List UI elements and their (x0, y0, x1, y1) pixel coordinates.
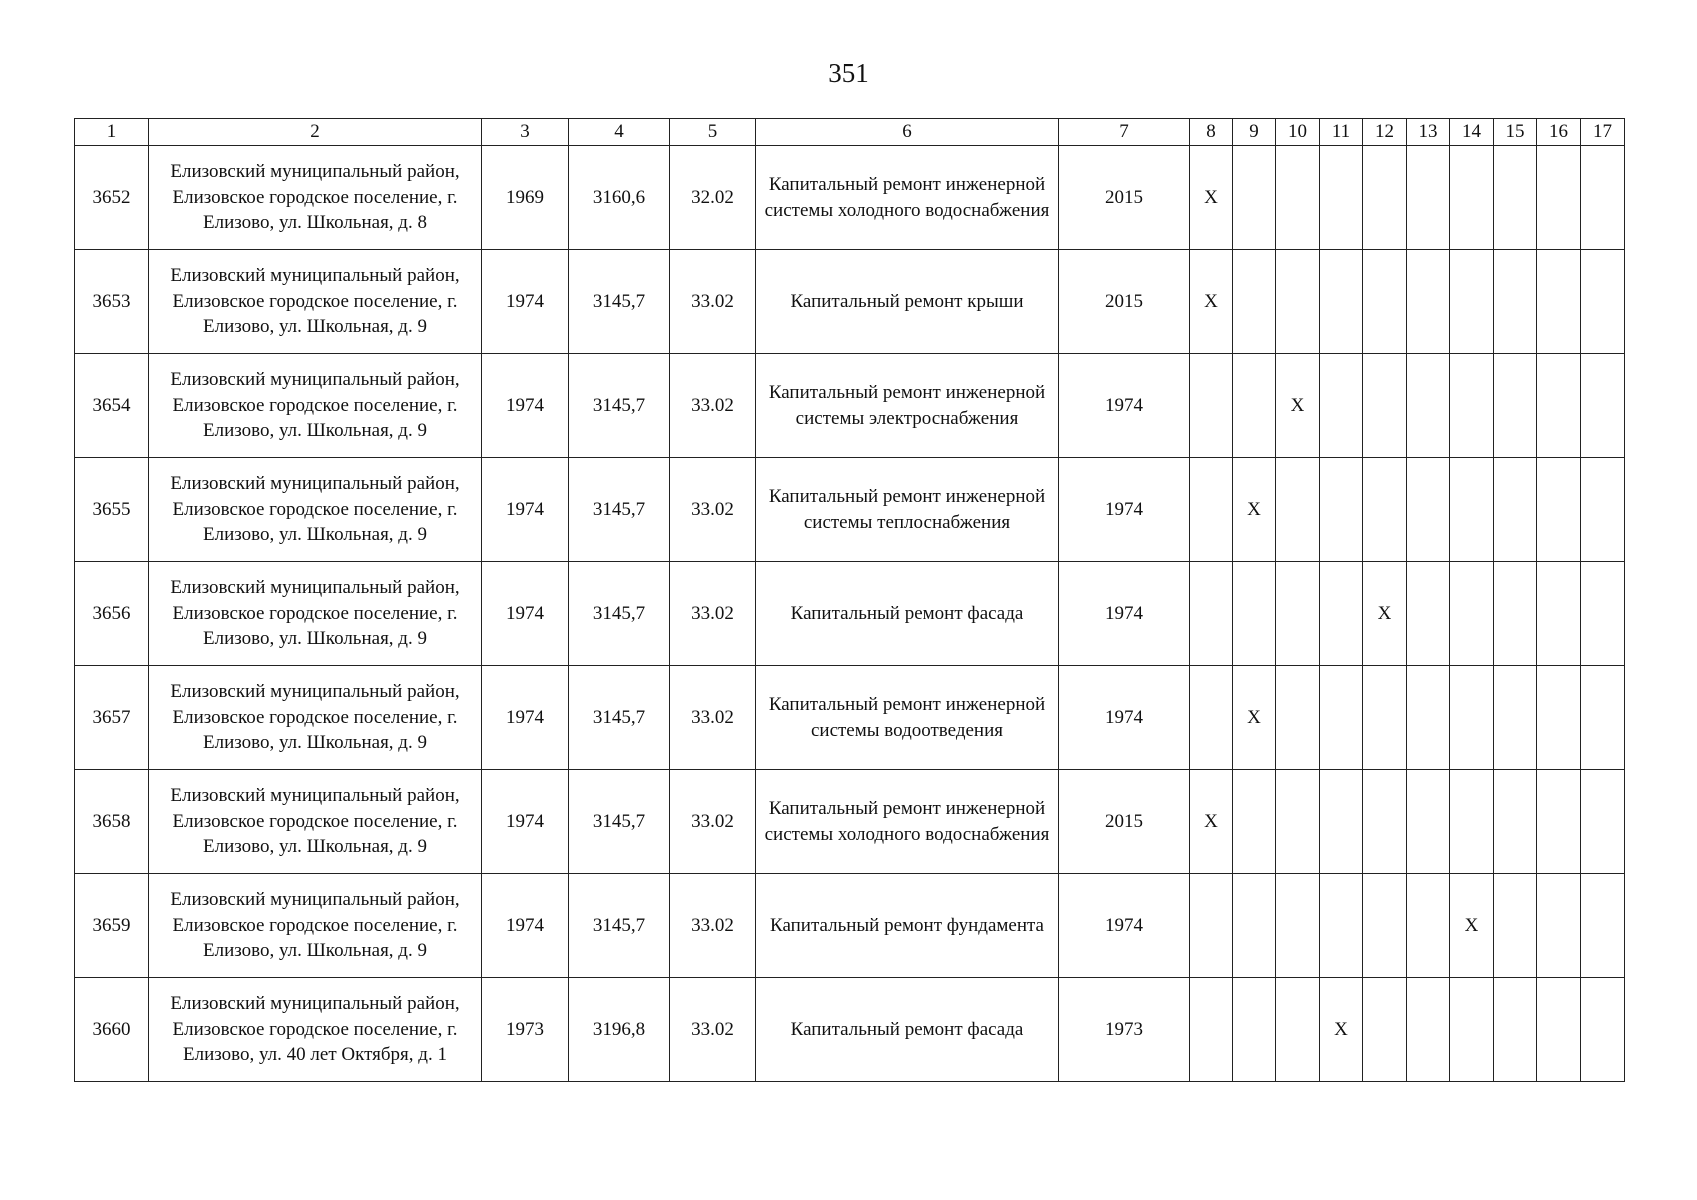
address-cell: Елизовский муниципальный район, Елизовское городское поселение, г. Елизово, ул. Школьная, д. 9 (149, 874, 482, 978)
column-header: 13 (1407, 119, 1450, 146)
row-number-cell: 3655 (75, 458, 149, 562)
mark-cell-col-17 (1581, 146, 1625, 250)
table-row (75, 250, 1625, 354)
mark-cell-col-12 (1363, 666, 1407, 770)
work-type-cell: Капитальный ремонт инженерной системы теплоснабжения (756, 458, 1059, 562)
code-cell: 33.02 (670, 874, 756, 978)
area-cell: 3196,8 (569, 978, 670, 1082)
address-cell: Елизовский муниципальный район, Елизовское городское поселение, г. Елизово, ул. Школьная, д. 9 (149, 666, 482, 770)
mark-cell-col-17 (1581, 874, 1625, 978)
mark-cell-col-9: X (1233, 458, 1276, 562)
mark-cell-col-15 (1494, 354, 1537, 458)
address-cell: Елизовский муниципальный район, Елизовское городское поселение, г. Елизово, ул. Школьная, д. 9 (149, 354, 482, 458)
mark-cell-col-8 (1190, 874, 1233, 978)
mark-cell-col-11 (1320, 770, 1363, 874)
mark-cell-col-9 (1233, 562, 1276, 666)
mark-cell-col-16 (1537, 666, 1581, 770)
mark-cell-col-12 (1363, 770, 1407, 874)
column-header: 3 (482, 119, 569, 146)
mark-cell-col-8 (1190, 354, 1233, 458)
area-cell: 3145,7 (569, 874, 670, 978)
mark-cell-col-13 (1407, 978, 1450, 1082)
mark-cell-col-11 (1320, 146, 1363, 250)
mark-cell-col-12 (1363, 874, 1407, 978)
mark-cell-col-14: X (1450, 874, 1494, 978)
column-header: 6 (756, 119, 1059, 146)
code-cell: 33.02 (670, 770, 756, 874)
year-cell: 2015 (1059, 770, 1190, 874)
mark-cell-col-17 (1581, 666, 1625, 770)
mark-cell-col-9: X (1233, 666, 1276, 770)
repair-schedule-table (74, 118, 1625, 1082)
mark-cell-col-8 (1190, 562, 1233, 666)
mark-cell-col-10 (1276, 562, 1320, 666)
table-row (75, 354, 1625, 458)
area-cell: 3145,7 (569, 770, 670, 874)
address-cell: Елизовский муниципальный район, Елизовское городское поселение, г. Елизово, ул. 40 лет Октября, д. 1 (149, 978, 482, 1082)
row-number-cell: 3654 (75, 354, 149, 458)
table-row (75, 770, 1625, 874)
column-header: 2 (149, 119, 482, 146)
row-number-cell: 3652 (75, 146, 149, 250)
address-cell: Елизовский муниципальный район, Елизовское городское поселение, г. Елизово, ул. Школьная, д. 9 (149, 250, 482, 354)
year-cell: 1974 (1059, 874, 1190, 978)
mark-cell-col-9 (1233, 874, 1276, 978)
code-cell: 33.02 (670, 666, 756, 770)
mark-cell-col-13 (1407, 458, 1450, 562)
mark-cell-col-9 (1233, 770, 1276, 874)
table-row (75, 666, 1625, 770)
work-type-cell: Капитальный ремонт инженерной системы холодного водоснабжения (756, 770, 1059, 874)
mark-cell-col-17 (1581, 770, 1625, 874)
mark-cell-col-14 (1450, 770, 1494, 874)
mark-cell-col-13 (1407, 770, 1450, 874)
mark-cell-col-17 (1581, 978, 1625, 1082)
mark-cell-col-10 (1276, 666, 1320, 770)
mark-cell-col-15 (1494, 146, 1537, 250)
column-header: 10 (1276, 119, 1320, 146)
mark-cell-col-16 (1537, 250, 1581, 354)
mark-cell-col-11: X (1320, 978, 1363, 1082)
row-number-cell: 3660 (75, 978, 149, 1082)
mark-cell-col-10 (1276, 978, 1320, 1082)
mark-cell-col-12 (1363, 146, 1407, 250)
mark-cell-col-10 (1276, 250, 1320, 354)
year-built-cell: 1974 (482, 666, 569, 770)
mark-cell-col-8: X (1190, 250, 1233, 354)
column-header: 15 (1494, 119, 1537, 146)
mark-cell-col-14 (1450, 146, 1494, 250)
mark-cell-col-17 (1581, 250, 1625, 354)
table-row (75, 874, 1625, 978)
address-cell: Елизовский муниципальный район, Елизовское городское поселение, г. Елизово, ул. Школьная, д. 8 (149, 146, 482, 250)
column-header: 7 (1059, 119, 1190, 146)
column-header: 12 (1363, 119, 1407, 146)
area-cell: 3145,7 (569, 250, 670, 354)
mark-cell-col-11 (1320, 458, 1363, 562)
mark-cell-col-11 (1320, 666, 1363, 770)
year-cell: 1974 (1059, 666, 1190, 770)
mark-cell-col-9 (1233, 250, 1276, 354)
year-cell: 2015 (1059, 146, 1190, 250)
column-header: 5 (670, 119, 756, 146)
mark-cell-col-16 (1537, 354, 1581, 458)
year-built-cell: 1974 (482, 250, 569, 354)
mark-cell-col-15 (1494, 250, 1537, 354)
mark-cell-col-14 (1450, 250, 1494, 354)
mark-cell-col-10 (1276, 770, 1320, 874)
mark-cell-col-15 (1494, 458, 1537, 562)
mark-cell-col-14 (1450, 458, 1494, 562)
column-header: 11 (1320, 119, 1363, 146)
mark-cell-col-14 (1450, 562, 1494, 666)
mark-cell-col-12 (1363, 978, 1407, 1082)
row-number-cell: 3658 (75, 770, 149, 874)
mark-cell-col-12 (1363, 458, 1407, 562)
work-type-cell: Капитальный ремонт фасада (756, 562, 1059, 666)
mark-cell-col-8: X (1190, 770, 1233, 874)
mark-cell-col-10: X (1276, 354, 1320, 458)
mark-cell-col-13 (1407, 874, 1450, 978)
page-number: 351 (828, 58, 869, 88)
mark-cell-col-15 (1494, 770, 1537, 874)
year-built-cell: 1974 (482, 458, 569, 562)
address-cell: Елизовский муниципальный район, Елизовское городское поселение, г. Елизово, ул. Школьная, д. 9 (149, 770, 482, 874)
mark-cell-col-15 (1494, 562, 1537, 666)
mark-cell-col-13 (1407, 146, 1450, 250)
address-cell: Елизовский муниципальный район, Елизовское городское поселение, г. Елизово, ул. Школьная, д. 9 (149, 562, 482, 666)
mark-cell-col-8: X (1190, 146, 1233, 250)
mark-cell-col-11 (1320, 874, 1363, 978)
mark-cell-col-9 (1233, 146, 1276, 250)
column-header: 16 (1537, 119, 1581, 146)
mark-cell-col-11 (1320, 250, 1363, 354)
area-cell: 3145,7 (569, 354, 670, 458)
work-type-cell: Капитальный ремонт инженерной системы холодного водоснабжения (756, 146, 1059, 250)
column-header: 1 (75, 119, 149, 146)
area-cell: 3145,7 (569, 562, 670, 666)
table-body (75, 146, 1625, 1082)
mark-cell-col-17 (1581, 562, 1625, 666)
row-number-cell: 3656 (75, 562, 149, 666)
area-cell: 3160,6 (569, 146, 670, 250)
table-row (75, 562, 1625, 666)
year-built-cell: 1974 (482, 354, 569, 458)
year-built-cell: 1973 (482, 978, 569, 1082)
address-cell: Елизовский муниципальный район, Елизовское городское поселение, г. Елизово, ул. Школьная, д. 9 (149, 458, 482, 562)
mark-cell-col-14 (1450, 666, 1494, 770)
mark-cell-col-12: X (1363, 562, 1407, 666)
table-row (75, 146, 1625, 250)
code-cell: 33.02 (670, 354, 756, 458)
work-type-cell: Капитальный ремонт крыши (756, 250, 1059, 354)
code-cell: 33.02 (670, 250, 756, 354)
mark-cell-col-11 (1320, 354, 1363, 458)
mark-cell-col-10 (1276, 874, 1320, 978)
mark-cell-col-17 (1581, 458, 1625, 562)
area-cell: 3145,7 (569, 458, 670, 562)
column-header: 17 (1581, 119, 1625, 146)
column-header: 9 (1233, 119, 1276, 146)
code-cell: 33.02 (670, 458, 756, 562)
mark-cell-col-10 (1276, 458, 1320, 562)
mark-cell-col-13 (1407, 250, 1450, 354)
mark-cell-col-16 (1537, 978, 1581, 1082)
mark-cell-col-16 (1537, 874, 1581, 978)
mark-cell-col-15 (1494, 874, 1537, 978)
mark-cell-col-15 (1494, 978, 1537, 1082)
row-number-cell: 3659 (75, 874, 149, 978)
mark-cell-col-8 (1190, 978, 1233, 1082)
mark-cell-col-16 (1537, 562, 1581, 666)
work-type-cell: Капитальный ремонт фундамента (756, 874, 1059, 978)
mark-cell-col-14 (1450, 978, 1494, 1082)
year-cell: 1974 (1059, 562, 1190, 666)
year-cell: 2015 (1059, 250, 1190, 354)
table-row (75, 458, 1625, 562)
mark-cell-col-16 (1537, 770, 1581, 874)
year-cell: 1974 (1059, 354, 1190, 458)
table-row (75, 978, 1625, 1082)
row-number-cell: 3657 (75, 666, 149, 770)
mark-cell-col-11 (1320, 562, 1363, 666)
work-type-cell: Капитальный ремонт инженерной системы водоотведения (756, 666, 1059, 770)
year-cell: 1974 (1059, 458, 1190, 562)
year-cell: 1973 (1059, 978, 1190, 1082)
mark-cell-col-12 (1363, 250, 1407, 354)
row-number-cell: 3653 (75, 250, 149, 354)
work-type-cell: Капитальный ремонт фасада (756, 978, 1059, 1082)
year-built-cell: 1969 (482, 146, 569, 250)
mark-cell-col-16 (1537, 146, 1581, 250)
mark-cell-col-8 (1190, 666, 1233, 770)
mark-cell-col-12 (1363, 354, 1407, 458)
mark-cell-col-16 (1537, 458, 1581, 562)
column-header: 4 (569, 119, 670, 146)
mark-cell-col-9 (1233, 354, 1276, 458)
mark-cell-col-14 (1450, 354, 1494, 458)
year-built-cell: 1974 (482, 562, 569, 666)
mark-cell-col-8 (1190, 458, 1233, 562)
code-cell: 32.02 (670, 146, 756, 250)
area-cell: 3145,7 (569, 666, 670, 770)
year-built-cell: 1974 (482, 874, 569, 978)
mark-cell-col-13 (1407, 666, 1450, 770)
mark-cell-col-15 (1494, 666, 1537, 770)
mark-cell-col-10 (1276, 146, 1320, 250)
work-type-cell: Капитальный ремонт инженерной системы электроснабжения (756, 354, 1059, 458)
column-number-row (75, 119, 1625, 146)
code-cell: 33.02 (670, 978, 756, 1082)
year-built-cell: 1974 (482, 770, 569, 874)
mark-cell-col-13 (1407, 562, 1450, 666)
mark-cell-col-13 (1407, 354, 1450, 458)
mark-cell-col-9 (1233, 978, 1276, 1082)
code-cell: 33.02 (670, 562, 756, 666)
column-header: 8 (1190, 119, 1233, 146)
column-header: 14 (1450, 119, 1494, 146)
mark-cell-col-17 (1581, 354, 1625, 458)
